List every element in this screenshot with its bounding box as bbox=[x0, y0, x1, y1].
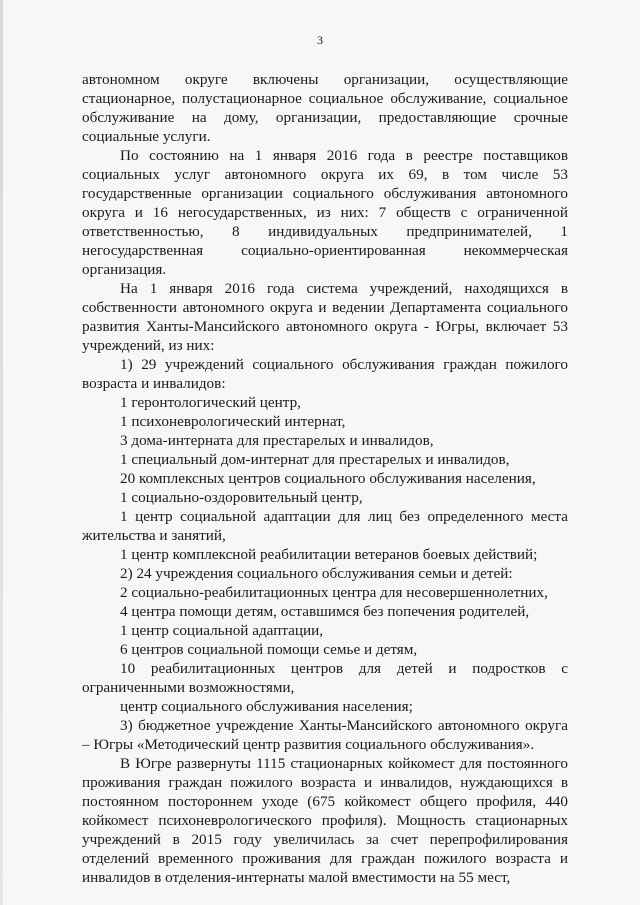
paragraph-registry: По состоянию на 1 января 2016 года в реестре поставщиков социальных услуг автономного округа их 69, в том числе 53 государственные организации социального обслуживания автономного округа и 16 негосударственных, из них: 7 обществ с ограниченной ответственностью, 8 индивидуальных предпринимателей, 1 негосударственная социально-ориентированная некоммерческая организация. bbox=[82, 147, 568, 278]
list-item: центр социального обслуживания населения; bbox=[120, 698, 413, 715]
list-item: 1) 29 учреждений социального обслуживания граждан пожилого возраста и инвалидов: bbox=[82, 356, 568, 392]
list-item: 4 центра помощи детям, оставшимся без попечения родителей, bbox=[120, 603, 530, 620]
list-item: 3 дома-интерната для престарелых и инвалидов, bbox=[120, 432, 434, 449]
list-item: 6 центров социальной помощи семье и детям, bbox=[120, 641, 418, 658]
list-item: 1 специальный дом-интернат для престарелых и инвалидов, bbox=[120, 451, 510, 468]
list-item: 1 социально-оздоровительный центр, bbox=[120, 489, 363, 506]
list-item: 3) бюджетное учреждение Ханты-Мансийского автономного округа – Югры «Методический центр развития социального обслуживания». bbox=[82, 717, 568, 753]
list-item: 2) 24 учреждения социального обслуживания семьи и детей: bbox=[120, 565, 513, 582]
scan-edge bbox=[0, 0, 3, 905]
paragraph-beds: В Югре развернуты 1115 стационарных койкомест для постоянного проживания граждан пожилого возраста и инвалидов, нуждающихся в постоянном постороннем уходе (675 койкомест общего профиля, 440 койкомест психоневрологического профиля). Мощность стационарных учреждений в 2015 году увеличилась за счет перепрофилирования отделений временного проживания для граждан пожилого возраста и инвалидов в отделения-интернаты малой вместимости на 55 мест, bbox=[82, 755, 568, 886]
list-item: 2 социально-реабилитационных центра для несовершеннолетних, bbox=[120, 584, 548, 601]
list-item: 1 центр социальной адаптации, bbox=[120, 622, 324, 639]
list-item: 1 центр социальной адаптации для лиц без определенного места жительства и занятий, bbox=[82, 508, 568, 544]
list-item: 20 комплексных центров социального обслуживания населения, bbox=[120, 470, 536, 487]
list-item: 1 геронтологический центр, bbox=[120, 394, 301, 411]
document-body bbox=[82, 70, 568, 887]
list-item: 1 центр комплексной реабилитации ветеранов боевых действий; bbox=[120, 546, 538, 563]
paragraph-system: На 1 января 2016 года система учреждений, находящихся в собственности автономного округа и ведении Департамента социального развития Ханты-Мансийского автономного округа - Югры, включает 53 учреждений, из них: bbox=[82, 280, 568, 354]
page-number: 3 bbox=[317, 33, 323, 47]
paragraph-organizations: автономном округе включены организации, осуществляющие стационарное, полустационарное социальное обслуживание, социальное обслуживание на дому, организации, предоставляющие срочные социальные услуги. bbox=[82, 71, 568, 145]
list-item: 1 психоневрологический интернат, bbox=[120, 413, 346, 430]
list-item: 10 реабилитационных центров для детей и подростков с ограниченными возможностями, bbox=[82, 660, 568, 696]
